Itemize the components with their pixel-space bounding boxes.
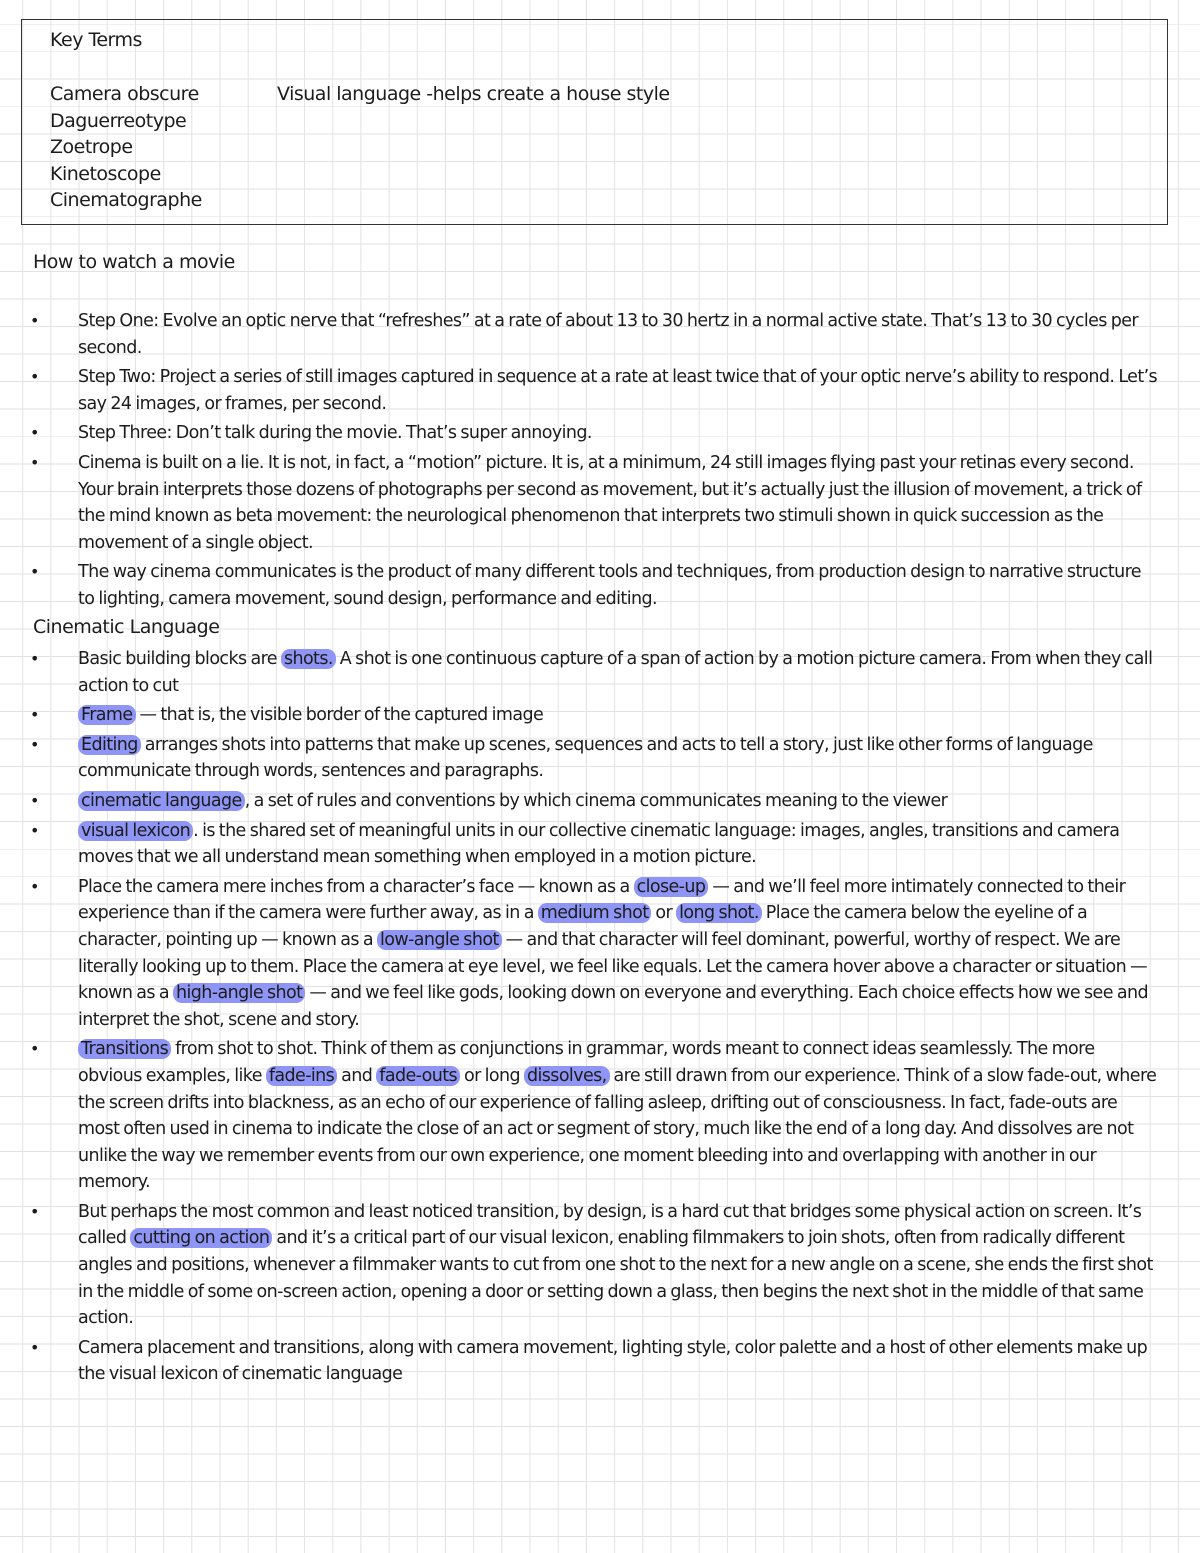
text-segment: Place the camera below the eyeline of a character, pointing up — known as a [78, 903, 1088, 950]
highlighted-term: long shot. [676, 903, 762, 923]
list-item [0, 732, 1160, 785]
text-segment: are still drawn from our experience. Think of a slow fade-out, where the screen drifts into blackness, as an echo of our experience of falling asleep, drifting out of consciousness. In fact, fade-outs are most often used in cinema to indicate the close of an act or segment of story, much like the end of a long day. And dissolves are not unlike the way we remember events from our own experience, one moment bleeding into and overlapping with another in our memory. [78, 1065, 1157, 1193]
bullet-text: Step Three: Don’t talk during the movie. That’s super annoying. [78, 423, 592, 444]
text-segment: . is the shared set of meaningful units in our collective cinematic language: images, angles, transitions and camera moves that we all understand mean something when employed in a motion picture. [78, 820, 1120, 868]
list-item [0, 308, 1160, 361]
text-segment: But perhaps the most common and least noticed transition, by design, is a hard cut that bridges some physical action on screen. It’s called [78, 1201, 1142, 1249]
highlighted-term: cutting on action [130, 1228, 272, 1248]
key-terms-list [50, 81, 202, 214]
highlighted-term: cinematic language [78, 791, 245, 811]
visual-language-note: Visual language -helps create a house style [277, 83, 670, 105]
list-item [0, 646, 1160, 699]
text-segment: — that is, the visible border of the captured image [135, 705, 544, 726]
how-to-watch-list [0, 308, 1160, 616]
key-terms-heading: Key Terms [50, 29, 142, 51]
text-segment: — and that character will feel dominant, powerful, worthy of respect. We are literally looking up to them. Place the camera at eye level, we feel like equals. Let the camera hover above a character or situation — known as a [78, 929, 1148, 1004]
how-to-watch-heading: How to watch a movie [33, 251, 235, 273]
highlighted-term: Transitions [78, 1039, 171, 1059]
list-item [0, 364, 1160, 417]
key-term: Camera obscure [50, 83, 199, 105]
highlighted-term: visual lexicon [78, 821, 193, 841]
text-segment: arranges shots into patterns that make up scenes, sequences and acts to tell a story, just like other forms of language communicate through words, sentences and paragraphs. [78, 734, 1093, 782]
highlighted-term: fade-outs [376, 1066, 460, 1086]
list-item [0, 1036, 1160, 1196]
bullet-text: The way cinema communicates is the product of many different tools and techniques, from production design to narrative structure to lighting, camera movement, sound design, performance and editing. [78, 562, 1141, 609]
key-term: Kinetoscope [50, 162, 161, 185]
text-segment: Camera placement and transitions, along with camera movement, lighting style, color palette and a host of other elements make up the visual lexicon of cinematic language [78, 1337, 1148, 1385]
text-segment: from shot to shot. Think of them as conjunctions in grammar, words meant to connect ideas seamlessly. The more obvious examples, like [78, 1039, 1095, 1086]
list-item [0, 420, 1160, 447]
cinematic-language-heading: Cinematic Language [33, 616, 220, 638]
text-segment: Place the camera mere inches from a character’s face — known as a [78, 876, 634, 897]
highlighted-term: close-up [634, 877, 709, 897]
highlighted-term: Frame [78, 705, 136, 725]
list-item [0, 1335, 1160, 1388]
list-item [0, 788, 1160, 815]
text-segment: , a set of rules and conventions by which cinema communicates meaning to the viewer [244, 790, 948, 811]
list-item [0, 450, 1160, 556]
key-term: Daguerreotype [50, 109, 187, 132]
list-item [0, 1199, 1160, 1332]
highlighted-term: high-angle shot [173, 983, 305, 1003]
cinematic-language-list [0, 646, 1160, 1391]
bullet-text: Step Two: Project a series of still images captured in sequence at a rate at least twice that of your optic nerve’s ability to respond. Let’s say 24 images, or frames, per second. [78, 367, 1158, 414]
list-item [0, 818, 1160, 871]
text-segment: Basic building blocks are [78, 649, 281, 669]
bullet-text: Cinema is built on a lie. It is not, in fact, a “motion” picture. It is, at a minimum, 24 still images flying past your retinas every second. Your brain interprets those dozens of photographs per second as movement, but it’s actually just the illusion of movement, a trick of the mind known as beta movement: the neurological phenomenon that interprets two stimuli shown in quick succession as the movement of a single object. [78, 452, 1142, 553]
list-item [0, 702, 1160, 729]
list-item [0, 874, 1160, 1034]
bullet-text: Step One: Evolve an optic nerve that “refreshes” at a rate of about 13 to 30 hertz in a normal active state. That’s 13 to 30 cycles per second. [78, 311, 1139, 358]
text-segment: or long [460, 1065, 525, 1086]
highlighted-term: low-angle shot [377, 930, 502, 950]
text-segment: or [651, 903, 677, 924]
highlighted-term: fade-ins [266, 1066, 337, 1086]
text-segment: — and we’ll feel more intimately connected to their experience than if the camera were further away, as in a [78, 876, 1126, 924]
key-term: Cinematographe [50, 189, 202, 211]
text-segment: and it’s a critical part of our visual lexicon, enabling filmmakers to join shots, often from radically different angles and positions, whenever a filmmaker wants to cut from one shot to the next for a new angle on a scene, she ends the first shot in the middle of some on-screen action, opening a door or setting down a glass, then begins the next shot in the middle of that same action. [78, 1228, 1153, 1329]
highlighted-term: shots. [281, 649, 336, 669]
highlighted-term: medium shot [538, 903, 652, 923]
highlighted-term: Editing [78, 735, 141, 755]
text-segment: — and we feel like gods, looking down on everyone and everything. Each choice effects how we see and interpret the shot, scene and story. [78, 983, 1148, 1030]
key-term: Zoetrope [50, 136, 133, 158]
list-item [0, 559, 1160, 612]
key-terms-box [21, 19, 1168, 225]
text-segment: and [337, 1065, 377, 1086]
text-segment: A shot is one continuous capture of a span of action by a motion picture camera. From when they call action to cut [78, 649, 1153, 696]
highlighted-term: dissolves, [524, 1066, 610, 1086]
